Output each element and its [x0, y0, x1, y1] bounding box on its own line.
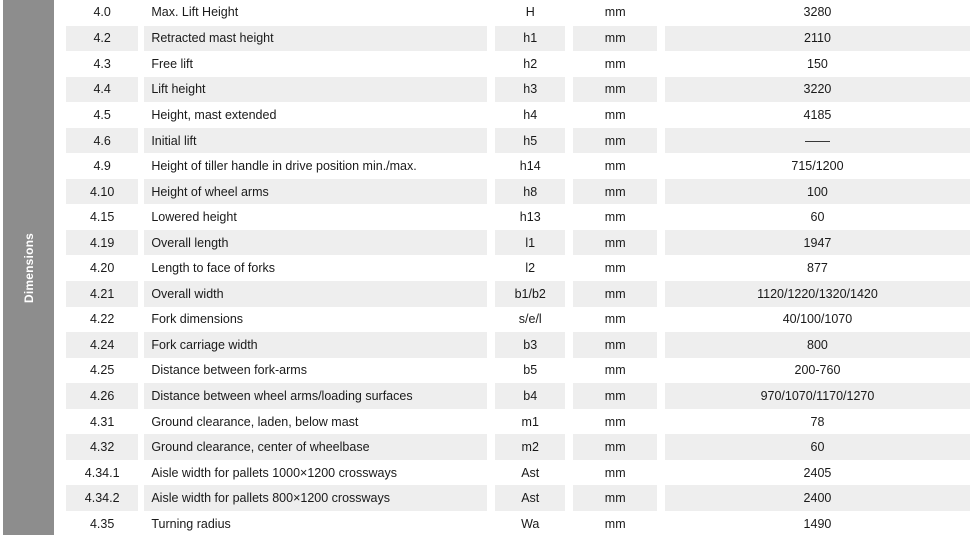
item-value: —— [665, 128, 970, 154]
item-number: 4.32 [66, 434, 138, 460]
item-description: Aisle width for pallets 1000×1200 crossways [151, 465, 397, 480]
item-description: Overall width [144, 281, 487, 307]
item-unit: mm [573, 434, 656, 460]
item-value: 2110 [665, 26, 970, 52]
section-label: Dimensions [21, 232, 36, 303]
item-symbol: h14 [519, 159, 541, 174]
item-value: 800 [665, 332, 970, 358]
table-row [66, 409, 970, 435]
item-symbol: b3 [495, 332, 565, 358]
item-number: 4.9 [93, 159, 111, 174]
item-value: 60 [665, 434, 970, 460]
item-description: Ground clearance, center of wheelbase [144, 434, 487, 460]
item-value: 1947 [665, 230, 970, 256]
item-number: 4.34.2 [66, 485, 138, 511]
item-value: 78 [810, 414, 825, 429]
item-description: Distance between wheel arms/loading surfaces [144, 383, 487, 409]
table-row [66, 102, 970, 128]
item-symbol: Ast [521, 465, 540, 480]
item-number: 4.3 [93, 56, 111, 71]
item-unit: mm [604, 56, 626, 71]
item-value: 3220 [665, 77, 970, 103]
item-unit: mm [573, 179, 656, 205]
item-description: Fork carriage width [144, 332, 487, 358]
item-value: 2400 [665, 485, 970, 511]
table-row [66, 358, 970, 384]
item-value: 4185 [803, 107, 832, 122]
item-unit: mm [604, 465, 626, 480]
item-number: 4.5 [93, 107, 111, 122]
item-number: 4.25 [89, 363, 115, 378]
item-number: 4.10 [66, 179, 138, 205]
item-value: 715/1200 [791, 159, 844, 174]
item-description: Fork dimensions [151, 312, 244, 327]
item-unit: mm [604, 312, 626, 327]
item-description: Turning radius [151, 516, 231, 531]
item-unit: mm [604, 261, 626, 276]
table-row [66, 0, 970, 26]
item-unit: mm [573, 230, 656, 256]
item-unit: mm [573, 77, 656, 103]
item-description: Aisle width for pallets 800×1200 crossways [144, 485, 487, 511]
item-unit: mm [604, 5, 626, 19]
item-value: 40/100/1070 [782, 312, 853, 327]
item-symbol: h5 [495, 128, 565, 154]
table-row [66, 230, 970, 256]
item-number: 4.6 [66, 128, 138, 154]
item-value: 200-760 [794, 363, 841, 378]
item-unit: mm [604, 159, 626, 174]
item-number: 4.22 [89, 312, 115, 327]
item-symbol: m1 [521, 414, 539, 429]
item-symbol: b5 [523, 363, 538, 378]
item-unit: mm [573, 128, 656, 154]
table-row [66, 307, 970, 333]
table-row [66, 460, 970, 486]
item-symbol: h1 [495, 26, 565, 52]
item-description: Height of wheel arms [144, 179, 487, 205]
item-number: 4.15 [89, 210, 115, 225]
item-number: 4.4 [66, 77, 138, 103]
item-value: 1490 [803, 516, 832, 531]
item-unit: mm [573, 281, 656, 307]
item-description: Max. Lift Height [151, 5, 239, 19]
item-unit: mm [604, 210, 626, 225]
item-unit: mm [573, 485, 656, 511]
table-row [66, 383, 970, 409]
table-row [66, 26, 970, 52]
item-description: Overall length [144, 230, 487, 256]
item-unit: mm [573, 26, 656, 52]
item-unit: mm [604, 516, 626, 531]
table-row [66, 485, 970, 511]
item-symbol: b4 [495, 383, 565, 409]
table-row [66, 128, 970, 154]
item-symbol: m2 [495, 434, 565, 460]
table-row [66, 332, 970, 358]
item-number: 4.26 [66, 383, 138, 409]
table-row [66, 204, 970, 230]
table-row [66, 77, 970, 103]
item-symbol: h2 [523, 56, 538, 71]
item-value: 60 [810, 210, 825, 225]
item-value: 3280 [803, 5, 832, 19]
item-unit: mm [573, 383, 656, 409]
item-value: 970/1070/1170/1270 [665, 383, 970, 409]
item-unit: mm [604, 107, 626, 122]
item-description: Initial lift [144, 128, 487, 154]
item-number: 4.20 [89, 261, 115, 276]
section-sidebar [3, 0, 54, 535]
item-value: 100 [665, 179, 970, 205]
item-symbol: h8 [495, 179, 565, 205]
item-description: Distance between fork-arms [151, 363, 307, 378]
table-row [66, 511, 970, 536]
table-row [66, 179, 970, 205]
table-row [66, 281, 970, 307]
item-number: 4.34.1 [84, 465, 120, 480]
item-symbol: h3 [495, 77, 565, 103]
item-symbol: l2 [525, 261, 536, 276]
item-description: Lowered height [151, 210, 237, 225]
table-row [66, 255, 970, 281]
item-value: 877 [807, 261, 828, 276]
item-number: 4.19 [66, 230, 138, 256]
item-number: 4.21 [66, 281, 138, 307]
item-value: 2405 [803, 465, 832, 480]
item-symbol: l1 [495, 230, 565, 256]
item-symbol: Ast [495, 485, 565, 511]
item-unit: mm [604, 363, 626, 378]
item-description: Ground clearance, laden, below mast [151, 414, 359, 429]
item-description: Length to face of forks [151, 261, 276, 276]
spec-table [66, 0, 970, 536]
item-value: 1120/1220/1320/1420 [665, 281, 970, 307]
item-number: 4.24 [66, 332, 138, 358]
item-symbol: h4 [523, 107, 538, 122]
item-description: Height, mast extended [151, 107, 277, 122]
item-number: 4.35 [89, 516, 115, 531]
item-description: Lift height [144, 77, 487, 103]
item-number: 4.2 [66, 26, 138, 52]
item-symbol: b1/b2 [495, 281, 565, 307]
item-unit: mm [573, 332, 656, 358]
item-symbol: H [525, 5, 535, 19]
table-row [66, 153, 970, 179]
item-symbol: Wa [521, 516, 540, 531]
item-number: 4.0 [93, 5, 111, 19]
item-number: 4.31 [89, 414, 115, 429]
table-row [66, 51, 970, 77]
item-description: Free lift [151, 56, 194, 71]
item-unit: mm [604, 414, 626, 429]
item-symbol: s/e/l [518, 312, 542, 327]
item-symbol: h13 [519, 210, 541, 225]
item-value: 150 [807, 56, 828, 71]
item-description: Height of tiller handle in drive position min./max. [151, 159, 417, 174]
table-row [66, 434, 970, 460]
item-description: Retracted mast height [144, 26, 487, 52]
